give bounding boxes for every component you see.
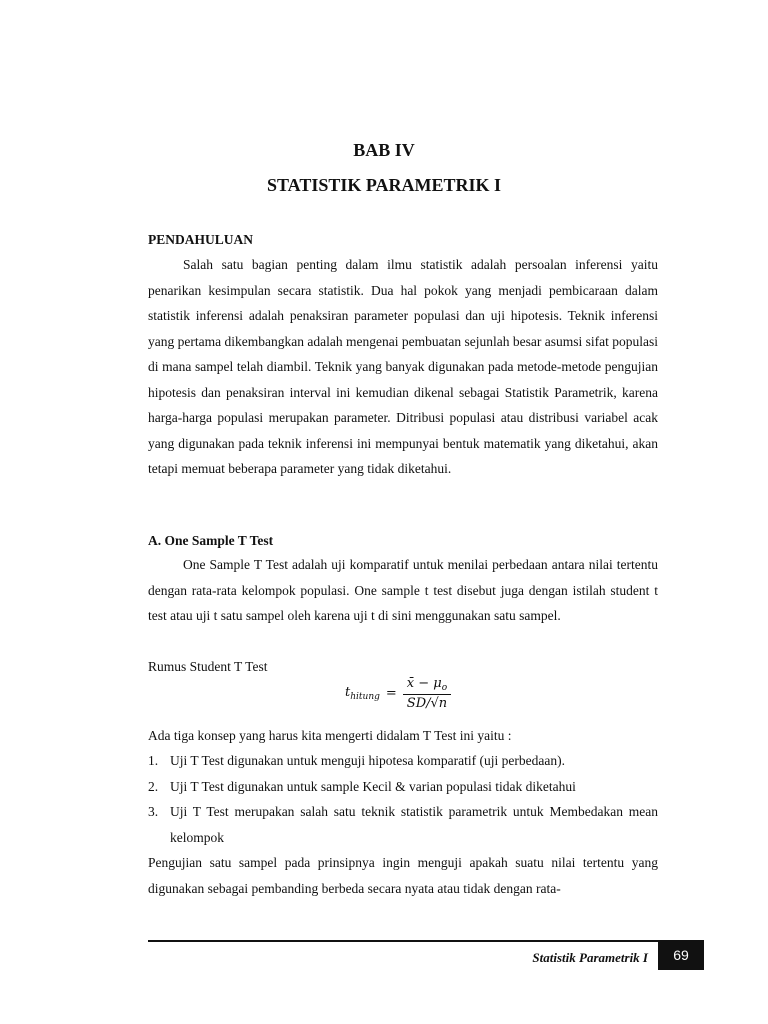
list-item: 1. Uji T Test digunakan untuk menguji hipotesa komparatif (uji perbedaan). [148, 753, 565, 768]
formula-equals: = [385, 686, 397, 701]
intro-paragraph: Salah satu bagian penting dalam ilmu statistik adalah persoalan inferensi yaitu penarikan kesimpulan secara statistik. Dua hal pokok yang menjadi pembicaraan dalam statistik inferensi adalah penaksiran parameter populasi dan uji hipotesis. Teknik inferensi yang pertama dikembangkan adalah mengenai pembuatan sejunlah besar asumsi sifat populasi di mana sampel telah diambil. Teknik yang banyak digunakan pada metode-metode pengujian hipotesis dan penaksiran interval ini kemudian dikenal sebagai Statistik Parametrik, karena harga-harga populasi merupakan parameter. Ditribusi populasi atau distribusi variabel acak yang digunakan pada teknik inferensi ini mempunyai bentuk matematik yang diketahui, akan tetapi memuat beberapa parameter yang tidak diketahui. [148, 257, 658, 476]
concepts-list [148, 748, 658, 850]
formula-denominator: SD/√n [406, 696, 448, 711]
formula-label: Rumus Student T Test [148, 659, 268, 674]
intro-heading: PENDAHULUAN [148, 232, 254, 247]
list-item: 2. Uji T Test digunakan untuk sample Kecil & varian populasi tidak diketahui [148, 778, 576, 794]
closing-paragraph: Pengujian satu sampel pada prinsipnya ingin menguji apakah suatu nilai tertentu yang digunakan sebagai pembanding berbeda secara nyata atau tidak dengan rata- [148, 855, 658, 896]
formula-fraction [403, 676, 451, 711]
section-a-paragraph: One Sample T Test adalah uji komparatif untuk menilai perbedaan antara nilai tertentu dengan rata-rata kelompok populasi. One sample t test disebut juga dengan istilah student t test atau uji t satu sampel oleh karena uji t di sini menggunakan satu sampel. [148, 557, 658, 623]
formula-numerator: x̄ − $\mu_o$ [403, 676, 451, 695]
list-item: 3. Uji T Test merupakan salah satu teknik statistik parametrik untuk Membedakan mean kelompok [148, 804, 658, 845]
section-a-heading: A. One Sample T Test [148, 533, 274, 548]
t-test-formula [345, 676, 451, 711]
footer-rule [148, 940, 658, 942]
chapter-label: BAB IV [353, 140, 415, 160]
formula-lhs: $t_{hitung}$ [345, 685, 380, 702]
running-footer-title: Statistik Parametrik I [532, 950, 648, 965]
page-number: 69 [658, 940, 704, 970]
chapter-title: STATISTIK PARAMETRIK I [266, 175, 502, 195]
concepts-intro: Ada tiga konsep yang harus kita mengerti didalam T Test ini yaitu : [148, 728, 512, 743]
